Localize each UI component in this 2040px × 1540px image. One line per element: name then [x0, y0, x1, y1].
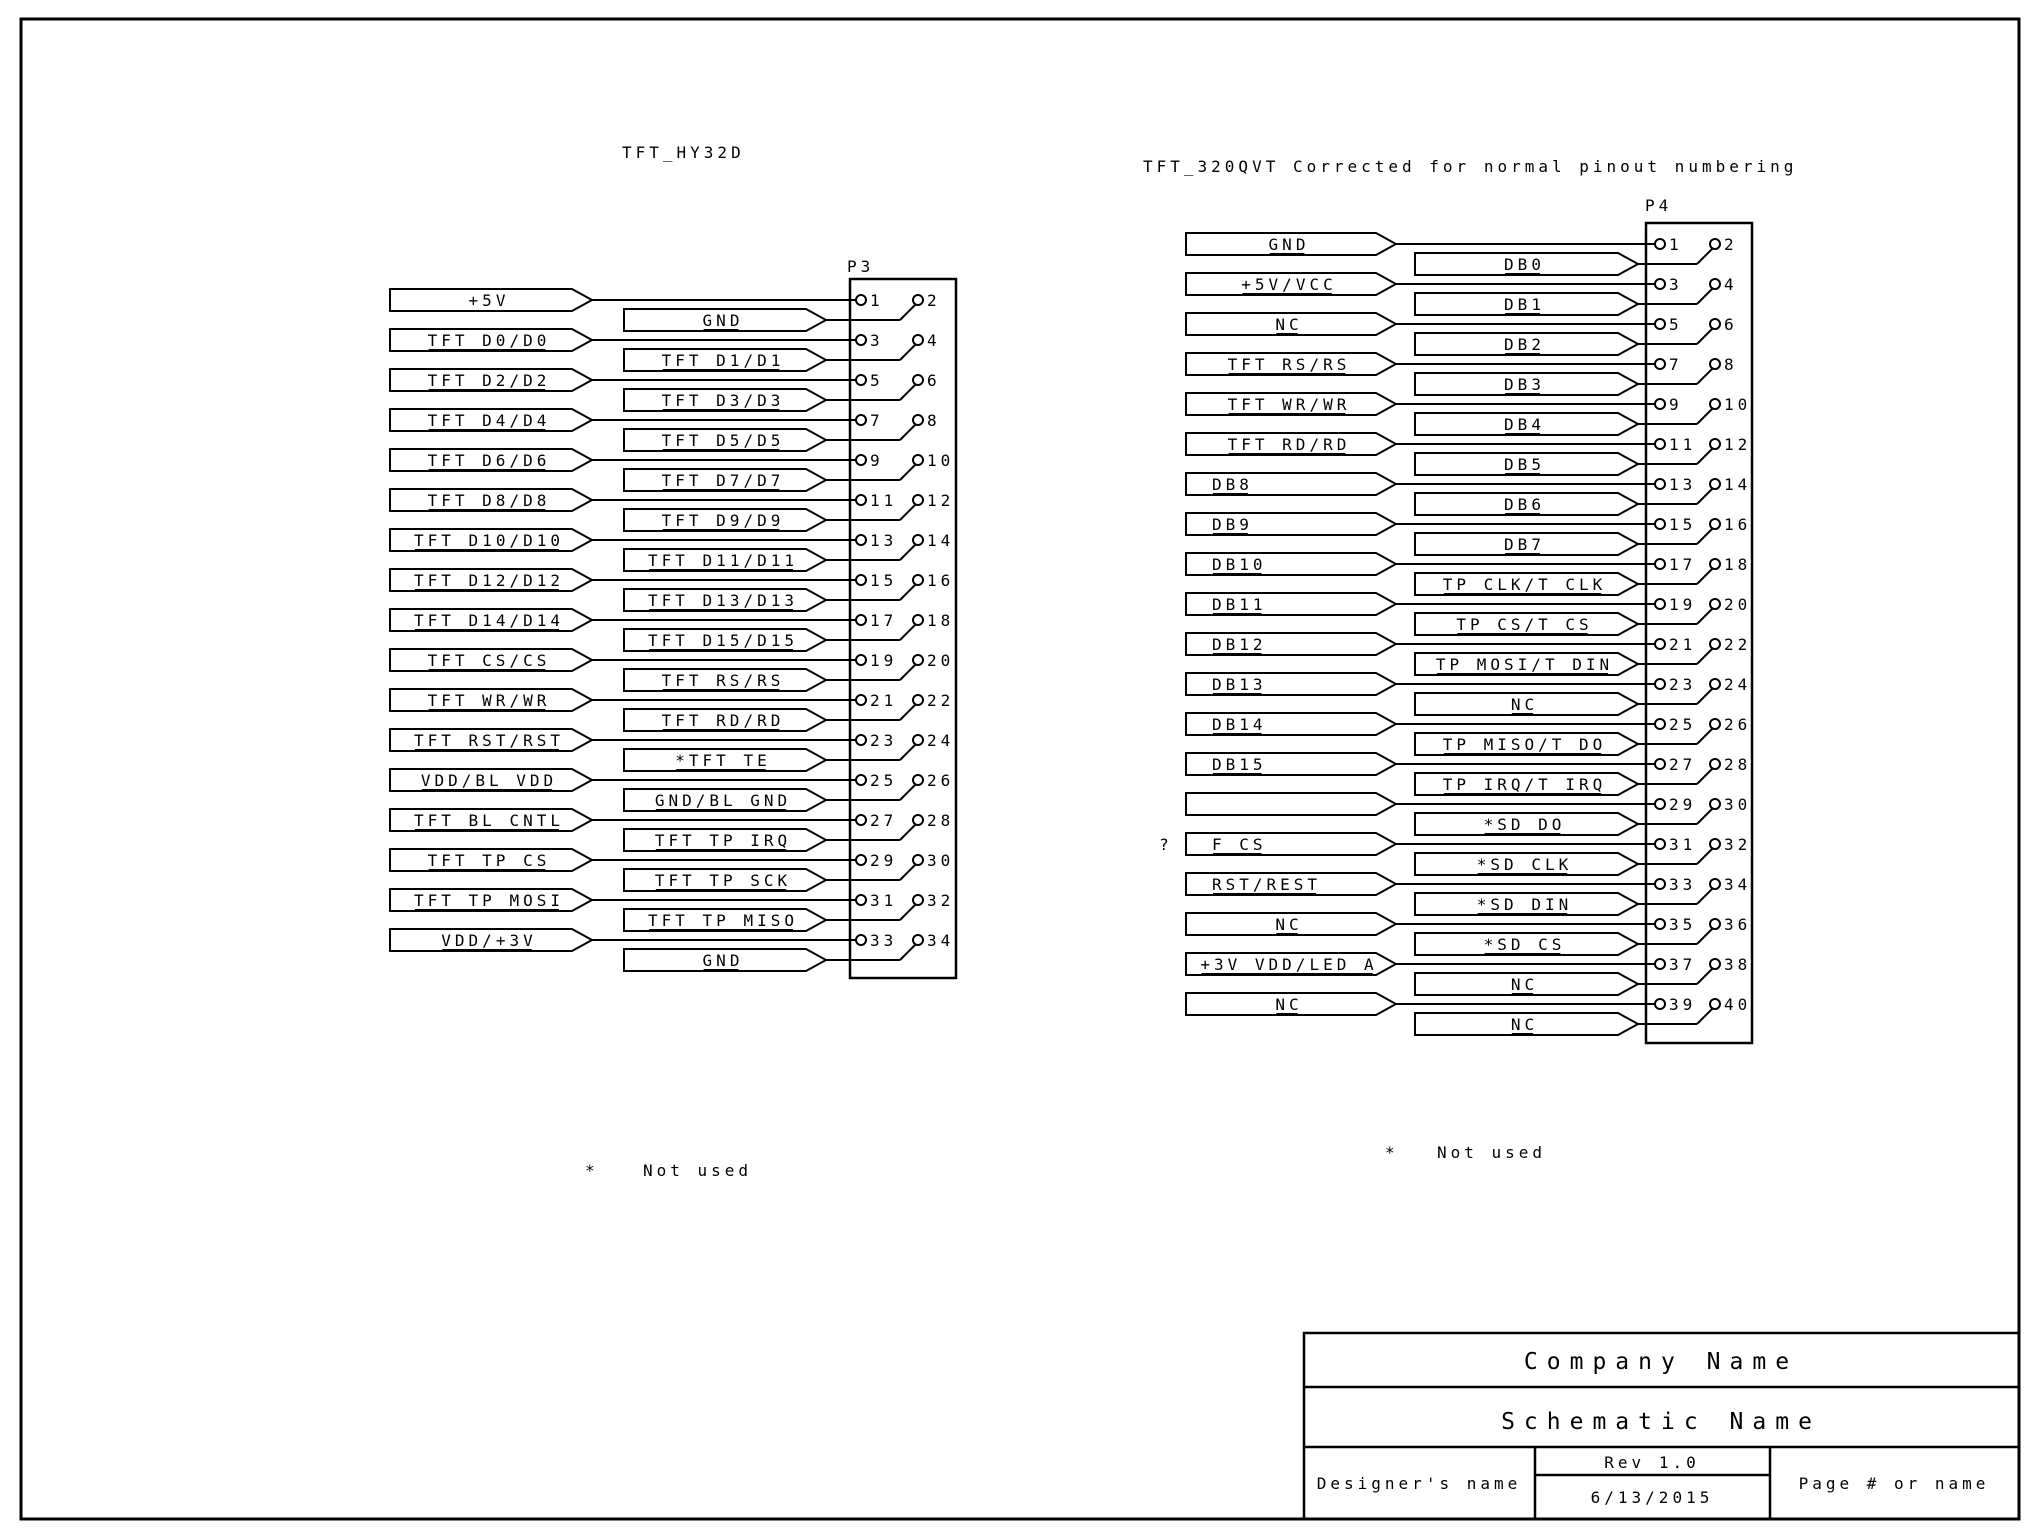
pin-circle [1655, 439, 1665, 449]
net-label: TFT TP MOSI [414, 891, 564, 910]
uncertainty-mark: ? [1159, 835, 1173, 854]
net-label: DB10 [1212, 555, 1267, 574]
pin-number: 27 [1669, 755, 1697, 774]
net-label: TFT D8/D8 [427, 491, 551, 510]
pin-circle [856, 815, 866, 825]
wire-diagonal [1697, 808, 1713, 824]
net-label: TFT D4/D4 [427, 411, 551, 430]
pin-circle [913, 895, 923, 905]
net-label: TFT TP SCK [654, 871, 792, 890]
wire-diagonal [900, 504, 916, 520]
wire-diagonal [900, 424, 916, 440]
pin-circle [1710, 399, 1720, 409]
designer-name: Designer's name [1316, 1474, 1522, 1493]
pin-number: 4 [1724, 275, 1738, 294]
net-label: GND [702, 951, 744, 970]
pin-number: 8 [1724, 355, 1738, 374]
pin-number: 10 [1724, 395, 1752, 414]
pin-number: 29 [1669, 795, 1697, 814]
pin-number: 35 [1669, 915, 1697, 934]
pin-circle [913, 375, 923, 385]
wire-diagonal [1697, 1008, 1713, 1024]
net-label: DB12 [1212, 635, 1267, 654]
pin-circle [1710, 799, 1720, 809]
pin-circle [1655, 519, 1665, 529]
pin-circle [1710, 879, 1720, 889]
pin-number: 31 [870, 891, 898, 910]
net-label: +5V [468, 291, 510, 310]
wire-diagonal [1697, 408, 1713, 424]
net-label: DB9 [1212, 515, 1253, 534]
right-connector-title: TFT_320QVT Corrected for normal pinout numbering [1143, 157, 1798, 176]
pin-circle [913, 695, 923, 705]
pin-circle [856, 655, 866, 665]
pin-circle [856, 495, 866, 505]
pin-circle [856, 935, 866, 945]
net-label: DB6 [1504, 495, 1545, 514]
net-label: VDD/BL VDD [420, 771, 558, 790]
pin-circle [1710, 439, 1720, 449]
pin-number: 30 [927, 851, 955, 870]
pin-circle [1710, 279, 1720, 289]
page-label: Page # or name [1798, 1474, 1990, 1493]
net-label: GND/BL GND [654, 791, 792, 810]
net-label: TFT BL CNTL [414, 811, 564, 830]
net-label: DB1 [1504, 295, 1545, 314]
wire-diagonal [1697, 488, 1713, 504]
pin-circle [1655, 639, 1665, 649]
pin-circle [1710, 519, 1720, 529]
net-label: TFT D11/D11 [648, 551, 798, 570]
pin-number: 23 [1669, 675, 1697, 694]
net-label: TFT D1/D1 [661, 351, 785, 370]
pin-number: 32 [1724, 835, 1752, 854]
pin-circle [1710, 719, 1720, 729]
net-label: RST/REST [1212, 875, 1322, 894]
net-label: *TFT TE [675, 751, 771, 770]
net-label: NC [1510, 975, 1539, 994]
wire-diagonal [1697, 888, 1713, 904]
pin-number: 12 [1724, 435, 1752, 454]
wire-diagonal [1697, 848, 1713, 864]
asterisk-marker: * [585, 1161, 599, 1180]
wire-diagonal [900, 464, 916, 480]
pin-number: 18 [927, 611, 955, 630]
pin-number: 24 [1724, 675, 1752, 694]
pin-circle [856, 735, 866, 745]
pin-number: 8 [927, 411, 941, 430]
pin-circle [913, 655, 923, 665]
pin-number: 38 [1724, 955, 1752, 974]
pin-circle [856, 695, 866, 705]
pin-number: 15 [1669, 515, 1697, 534]
pin-circle [1655, 759, 1665, 769]
pin-number: 40 [1724, 995, 1752, 1014]
pin-number: 31 [1669, 835, 1697, 854]
net-label: *SD_DO [1483, 815, 1566, 834]
net-label: TP MISO/T_DO [1442, 735, 1607, 754]
wire-diagonal [900, 664, 916, 680]
wire-diagonal [1697, 688, 1713, 704]
net-flag [1186, 793, 1396, 815]
pin-circle [1710, 599, 1720, 609]
connector-ref: P3 [847, 257, 875, 276]
pin-circle [1655, 319, 1665, 329]
net-label: TFT CS/CS [427, 651, 551, 670]
net-label: DB0 [1504, 255, 1545, 274]
net-label: DB11 [1212, 595, 1267, 614]
date-label: 6/13/2015 [1590, 1488, 1714, 1507]
net-label: F_CS [1212, 835, 1267, 854]
net-label: +3V VDD/LED_A [1200, 955, 1378, 974]
pin-number: 25 [1669, 715, 1697, 734]
pin-circle [1710, 639, 1720, 649]
pin-circle [913, 775, 923, 785]
net-label: TFT D14/D14 [414, 611, 564, 630]
pin-number: 16 [1724, 515, 1752, 534]
pin-number: 16 [927, 571, 955, 590]
pin-circle [856, 535, 866, 545]
not-used-note-left [585, 1161, 752, 1180]
net-label: DB14 [1212, 715, 1267, 734]
pin-number: 34 [1724, 875, 1752, 894]
wire-diagonal [900, 744, 916, 760]
net-label: TFT D13/D13 [648, 591, 798, 610]
net-label: NC [1275, 915, 1303, 934]
pin-number: 6 [1724, 315, 1738, 334]
pin-circle [913, 495, 923, 505]
net-label: *SD_CLK [1476, 855, 1573, 874]
pin-circle [913, 935, 923, 945]
net-label: TFT D15/D15 [648, 631, 798, 650]
net-label: TP IRQ/T_IRQ [1442, 775, 1607, 794]
net-label: TFT RS/RS [661, 671, 785, 690]
net-label: TFT D10/D10 [414, 531, 564, 550]
pin-circle [856, 375, 866, 385]
net-label: VDD/+3V [441, 931, 537, 950]
wire-diagonal [900, 704, 916, 720]
pin-circle [856, 455, 866, 465]
pin-number: 33 [870, 931, 898, 950]
pin-circle [1710, 839, 1720, 849]
pin-circle [1710, 679, 1720, 689]
pin-number: 7 [870, 411, 884, 430]
asterisk-marker: * [1385, 1143, 1399, 1162]
pin-circle [1655, 559, 1665, 569]
wire-diagonal [900, 344, 916, 360]
pin-circle [1710, 359, 1720, 369]
pin-circle [1655, 799, 1665, 809]
net-label: +5V/VCC [1241, 275, 1337, 294]
pin-circle [913, 415, 923, 425]
pin-circle [913, 615, 923, 625]
pin-circle [913, 855, 923, 865]
net-label: TFT D3/D3 [661, 391, 785, 410]
wire-diagonal [1697, 328, 1713, 344]
pin-circle [1710, 959, 1720, 969]
pin-number: 19 [1669, 595, 1697, 614]
net-label: NC [1510, 695, 1539, 714]
pin-number: 17 [1669, 555, 1697, 574]
pin-number: 22 [1724, 635, 1752, 654]
net-label: TP MOSI/T_DIN [1435, 655, 1614, 674]
revision-label: Rev 1.0 [1604, 1453, 1700, 1472]
pin-number: 15 [870, 571, 898, 590]
pin-number: 21 [870, 691, 898, 710]
pin-number: 18 [1724, 555, 1752, 574]
pin-number: 14 [927, 531, 955, 550]
wire-diagonal [900, 944, 916, 960]
pin-circle [913, 535, 923, 545]
wire-diagonal [900, 824, 916, 840]
pin-number: 23 [870, 731, 898, 750]
connector-ref: P4 [1645, 196, 1673, 215]
pin-circle [913, 335, 923, 345]
pin-number: 11 [1669, 435, 1697, 454]
wire-diagonal [1697, 448, 1713, 464]
pin-circle [856, 335, 866, 345]
net-label: DB4 [1504, 415, 1545, 434]
net-label: TFT D6/D6 [427, 451, 551, 470]
pin-number: 1 [1669, 235, 1683, 254]
net-label: NC [1510, 1015, 1539, 1034]
net-label: TP CLK/T_CLK [1442, 575, 1607, 594]
net-label: TFT D2/D2 [427, 371, 551, 390]
left-connector-title: TFT_HY32D [622, 143, 745, 162]
pin-number: 20 [927, 651, 955, 670]
wire-diagonal [1697, 928, 1713, 944]
pin-number: 13 [1669, 475, 1697, 494]
net-label: *SD_DIN [1476, 895, 1573, 914]
pin-number: 39 [1669, 995, 1697, 1014]
title-block [1304, 1333, 2019, 1519]
not-used-note-right [1385, 1143, 1546, 1162]
pin-circle [1655, 839, 1665, 849]
wire-diagonal [900, 584, 916, 600]
wire-diagonal [900, 904, 916, 920]
wire-diagonal [900, 384, 916, 400]
pin-number: 5 [870, 371, 884, 390]
pin-number: 19 [870, 651, 898, 670]
net-label: DB13 [1212, 675, 1267, 694]
wire-diagonal [900, 864, 916, 880]
pin-number: 28 [1724, 755, 1752, 774]
net-label: TFT D7/D7 [661, 471, 785, 490]
pin-number: 2 [927, 291, 941, 310]
pin-number: 4 [927, 331, 941, 350]
pin-circle [1710, 559, 1720, 569]
pin-circle [856, 615, 866, 625]
company-name: Company Name [1523, 1349, 1799, 1375]
pin-number: 33 [1669, 875, 1697, 894]
pin-number: 28 [927, 811, 955, 830]
pin-circle [1655, 399, 1665, 409]
net-label: *SD_CS [1483, 935, 1566, 954]
wire-diagonal [1697, 288, 1713, 304]
net-label: TFT RD/RD [661, 711, 785, 730]
pin-number: 26 [927, 771, 955, 790]
pin-circle [1655, 919, 1665, 929]
pin-number: 3 [1669, 275, 1683, 294]
pin-number: 34 [927, 931, 955, 950]
pin-number: 2 [1724, 235, 1738, 254]
pin-number: 14 [1724, 475, 1752, 494]
pin-number: 17 [870, 611, 898, 630]
net-label: DB5 [1504, 455, 1545, 474]
pin-number: 13 [870, 531, 898, 550]
net-label: TFT TP IRQ [654, 831, 792, 850]
wire-diagonal [1697, 248, 1713, 264]
net-label: TFT WR/WR [1227, 395, 1351, 414]
pin-number: 7 [1669, 355, 1683, 374]
pin-circle [1655, 679, 1665, 689]
pin-number: 11 [870, 491, 898, 510]
pin-circle [913, 575, 923, 585]
pin-number: 26 [1724, 715, 1752, 734]
not-used-label: Not used [643, 1161, 753, 1180]
pin-number: 36 [1724, 915, 1752, 934]
net-label: TFT RS/RS [1227, 355, 1351, 374]
net-label: TP CS/T_CS [1456, 615, 1593, 634]
wire-diagonal [1697, 728, 1713, 744]
pin-circle [1655, 599, 1665, 609]
pin-circle [1655, 999, 1665, 1009]
not-used-label: Not used [1437, 1143, 1547, 1162]
pin-circle [1655, 719, 1665, 729]
wire-diagonal [1697, 528, 1713, 544]
wire-diagonal [900, 304, 916, 320]
pin-number: 12 [927, 491, 955, 510]
pin-number: 32 [927, 891, 955, 910]
pin-number: 30 [1724, 795, 1752, 814]
wire-diagonal [900, 784, 916, 800]
net-label: DB7 [1504, 535, 1545, 554]
pin-circle [913, 815, 923, 825]
pin-circle [913, 295, 923, 305]
wire-diagonal [1697, 608, 1713, 624]
pin-number: 3 [870, 331, 884, 350]
wire-diagonal [1697, 968, 1713, 984]
net-label: GND [1268, 235, 1310, 254]
net-label: NC [1275, 315, 1303, 334]
net-label: DB3 [1504, 375, 1545, 394]
pin-circle [1710, 759, 1720, 769]
pin-circle [1710, 479, 1720, 489]
net-label: TFT WR/WR [427, 691, 551, 710]
pin-circle [913, 735, 923, 745]
net-label: TFT D0/D0 [427, 331, 551, 350]
pin-number: 24 [927, 731, 955, 750]
pin-circle [1655, 359, 1665, 369]
pin-circle [1655, 959, 1665, 969]
pin-circle [1655, 239, 1665, 249]
pin-circle [1655, 479, 1665, 489]
pin-circle [856, 855, 866, 865]
pin-circle [1710, 919, 1720, 929]
net-label: TFT D5/D5 [661, 431, 785, 450]
pin-number: 37 [1669, 955, 1697, 974]
wire-diagonal [1697, 368, 1713, 384]
wire-diagonal [1697, 768, 1713, 784]
pin-number: 21 [1669, 635, 1697, 654]
wire-diagonal [900, 544, 916, 560]
net-label: TFT D9/D9 [661, 511, 785, 530]
pin-circle [856, 295, 866, 305]
pin-number: 9 [1669, 395, 1683, 414]
net-label: TFT TP MISO [648, 911, 798, 930]
pin-circle [1710, 239, 1720, 249]
connector-p3 [390, 257, 956, 978]
net-label: DB8 [1212, 475, 1253, 494]
pin-number: 25 [870, 771, 898, 790]
pin-number: 5 [1669, 315, 1683, 334]
net-label: GND [702, 311, 744, 330]
net-label: TFT RST/RST [414, 731, 564, 750]
wire-diagonal [1697, 568, 1713, 584]
net-label: TFT TP CS [427, 851, 551, 870]
pin-circle [856, 895, 866, 905]
net-label: DB15 [1212, 755, 1267, 774]
pin-number: 10 [927, 451, 955, 470]
net-label: TFT D12/D12 [414, 571, 564, 590]
pin-number: 1 [870, 291, 884, 310]
pin-circle [1710, 999, 1720, 1009]
net-label: NC [1275, 995, 1303, 1014]
pin-circle [856, 415, 866, 425]
pin-circle [1655, 279, 1665, 289]
wire-diagonal [900, 624, 916, 640]
pin-circle [1710, 319, 1720, 329]
pin-number: 20 [1724, 595, 1752, 614]
schematic-name: Schematic Name [1501, 1409, 1821, 1435]
pin-circle [856, 775, 866, 785]
pin-circle [1655, 879, 1665, 889]
wire-diagonal [1697, 648, 1713, 664]
pin-number: 29 [870, 851, 898, 870]
net-label: TFT RD/RD [1227, 435, 1351, 454]
pin-circle [913, 455, 923, 465]
pin-number: 9 [870, 451, 884, 470]
pin-number: 27 [870, 811, 898, 830]
connector-p4 [1159, 196, 1752, 1043]
pin-number: 6 [927, 371, 941, 390]
pin-number: 22 [927, 691, 955, 710]
pin-circle [856, 575, 866, 585]
net-label: DB2 [1504, 335, 1545, 354]
